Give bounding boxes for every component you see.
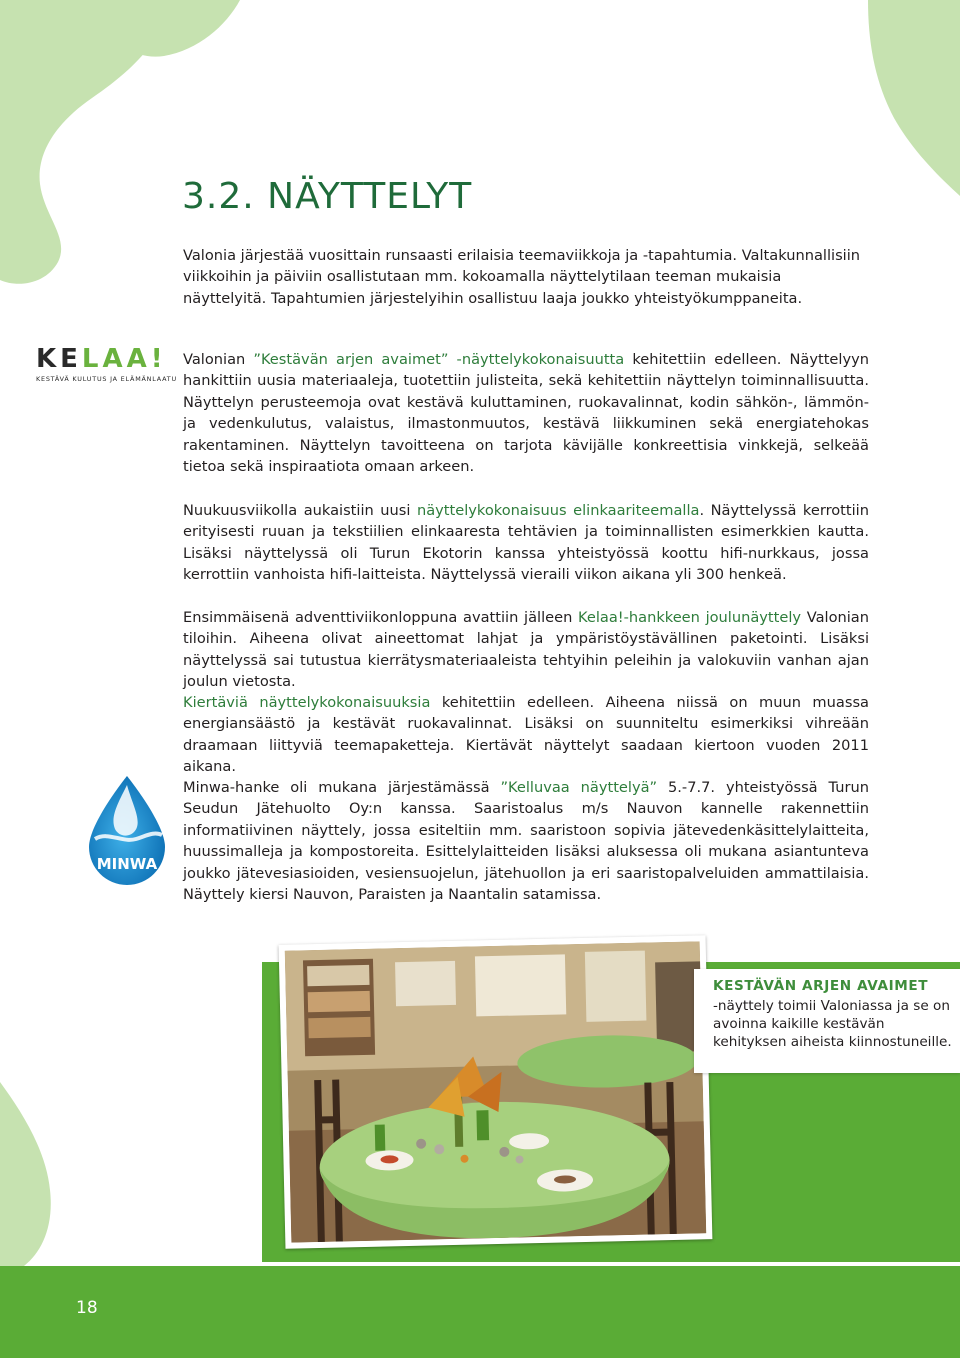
paragraph-text: kehitettiin edelleen. Aiheena niissä on muun muassa energiansäästö ja kestävät ruokavalinnat. Lisäksi on suunniteltu esimerkiksi vihreään draamaan liittyviä teemapaketteja. Kiertävät näyttelyt saadaan kiertoon vuoden 2011 aikana. bbox=[183, 694, 869, 776]
exhibition-photo bbox=[279, 935, 713, 1249]
photo-caption-box bbox=[694, 969, 960, 1073]
advent-paragraph bbox=[183, 607, 869, 693]
exhibition-photo-image bbox=[285, 941, 707, 1242]
paragraph-text: Ensimmäisenä adventtiviikonloppuna avattiin jälleen bbox=[183, 609, 578, 626]
paragraph-text: kehitettiin edelleen. Näyttelyyn hankittiin uusia materiaaleja, tuotettiin julisteita, sekä kehitettiin näyttelyn toiminnallisuutta. Näyttelyn perusteemoja ovat kestävä kuluttaminen, ruokavalinnat, kodin sähkön-, lämmön- ja vedenkulutus, valaistus, ilmastonmuutos, kestävä liikkuminen sekä energiatehokas rakentaminen. Näyttelyn tavoitteena on tarjota kävijälle konkreettisia vinkkejä, selkeää tietoa sekä inspiraatiota omaan arkeen. bbox=[183, 351, 869, 476]
touring-exhibitions-paragraph bbox=[183, 692, 869, 778]
paragraph-text: Nuukuusviikolla aukaistiin uusi bbox=[183, 502, 417, 519]
page-number: 18 bbox=[76, 1298, 98, 1318]
exhibition-highlight: ”Kelluvaa näyttelyä” bbox=[500, 779, 658, 796]
kelaa-logo-dark-letters: KE bbox=[36, 344, 82, 374]
paragraph-text: 5.-7.7. yhteistyössä Turun Seudun Jätehuolto Oy:n kanssa. Saaristoalus m/s Nauvon kannelle rakennettiin informatiivinen näyttely, jossa esiteltiin mm. saaristoon sopivia jätevedenkäsittelylaitteita, huussimalleja ja kompostoreita. Esittelylaitteiden lisäksi aluksessa oli mukana asiantunteva joukko jätevesiasioiden, vesiensuojelun, jätehuollon ja eri saaristopalveluiden ammattilaisia. Näyttely kiersi Nauvon, Paraisten ja Naantalin satamissa. bbox=[183, 779, 869, 904]
exhibition-highlight: Kiertäviä näyttelykokonaisuuksia bbox=[183, 694, 431, 711]
kelaa-exhibition-paragraph bbox=[183, 349, 869, 477]
kelaa-logo-wordmark bbox=[36, 344, 167, 374]
minwa-paragraph bbox=[183, 777, 869, 905]
kelaa-logo-tagline: KESTÄVÄ KULUTUS JA ELÄMÄNLAATU bbox=[36, 375, 177, 383]
caption-text: -näyttely toimii Valoniassa ja se on avoinna kaikille kestävän kehityksen aiheista kiinnostuneille. bbox=[713, 998, 952, 1050]
paragraph-text: . Näyttelyssä kerrottiin erityisesti ruuan ja tekstiilien elinkaaresta tehtävien ja toiminnallisten esimerkkien kautta. Lisäksi näyttelyssä oli Turun Ekotorin kanssa yhteistyössä koottu hifi-nurkkaus, jossa kerrottiin vanhoista hifi-laitteista. Näyttelyssä vieraili viikon aikana yli 300 henkeä. bbox=[183, 502, 869, 584]
kelaa-logo bbox=[36, 344, 177, 390]
exhibition-highlight: Kelaa!-hankkeen joulunäyttely bbox=[578, 609, 802, 626]
minwa-logo bbox=[82, 773, 172, 888]
exhibition-highlight: ”Kestävän arjen avaimet” -näyttelykokonaisuutta bbox=[253, 351, 625, 368]
minwa-drop-icon bbox=[82, 773, 172, 888]
kelaa-logo-green-letters: LAA! bbox=[81, 344, 167, 374]
paragraph-text: Minwa-hanke oli mukana järjestämässä bbox=[183, 779, 501, 796]
exhibition-highlight: näyttelykokonaisuus elinkaariteemalla bbox=[416, 502, 700, 519]
paragraph-text: Valonian tiloihin. Aiheena olivat aineettomat lahjat ja ympäristöystävällinen paketointi. Lisäksi näyttelyssä sai tutustua kierrätysmateriaaleista tehtyihin peleihin ja valokuviin vanhan ajan joulun vietosta. bbox=[183, 609, 869, 691]
intro-paragraph: Valonia järjestää vuosittain runsaasti erilaisia teemaviikkoja ja -tapahtumia. Valtakunnallisiin viikkoihin ja päiviin osallistutaan mm. kokoamalla näyttelytilaan teeman mukaisia näyttelyitä. Tapahtumien järjestelyihin osallistuu laaja joukko yhteistyökumppaneita. bbox=[183, 247, 861, 307]
minwa-logo-text: MINWA bbox=[96, 855, 158, 873]
paragraph-text: Valonian bbox=[183, 351, 254, 368]
page-title: 3.2. NÄYTTELYT bbox=[182, 176, 473, 217]
footer-band bbox=[0, 1266, 960, 1358]
nuukuus-paragraph bbox=[183, 500, 869, 586]
caption-title: KESTÄVÄN ARJEN AVAIMET bbox=[713, 978, 929, 994]
